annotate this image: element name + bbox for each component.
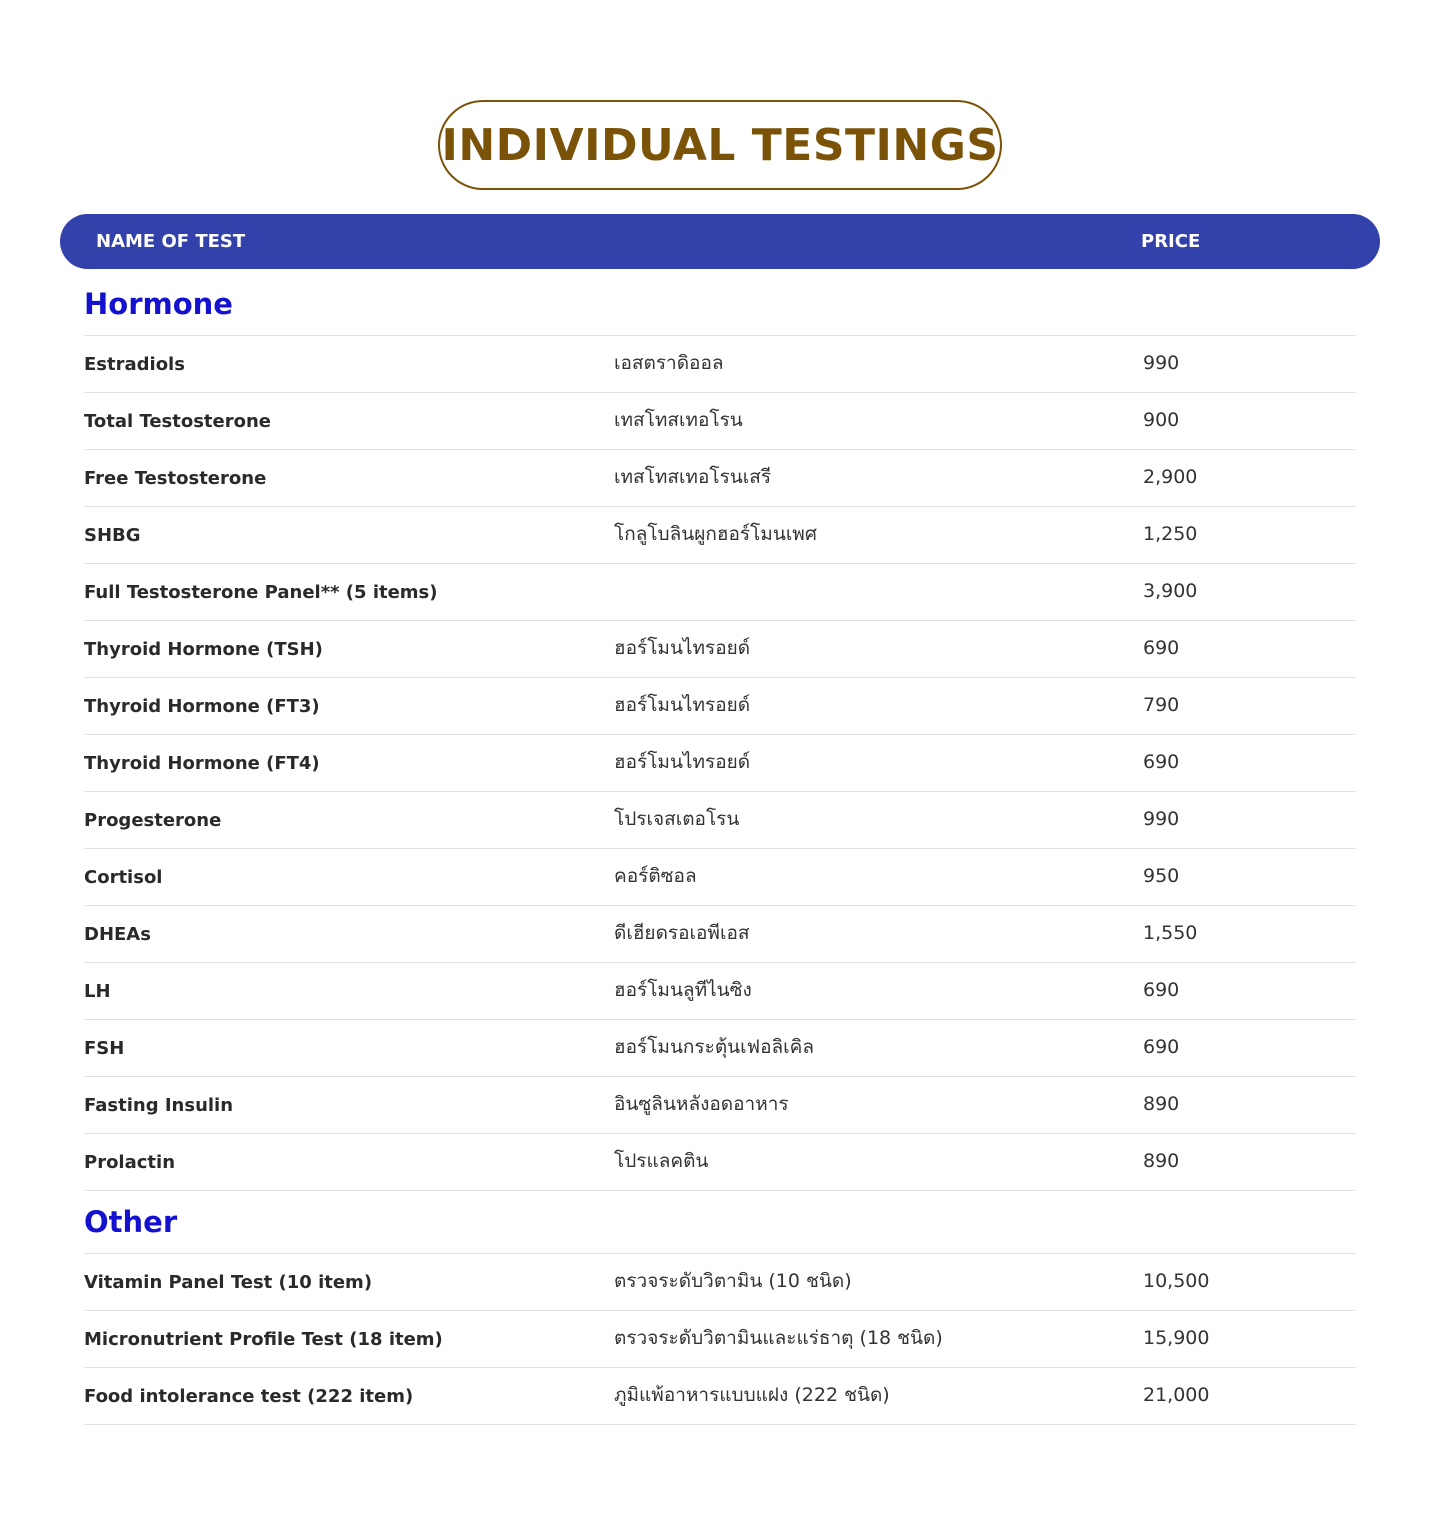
title-wrap (0, 100, 1440, 190)
section-hormone (84, 272, 1356, 1191)
table-row (84, 1254, 1356, 1311)
test-price: 790 (1143, 694, 1180, 716)
test-price: 890 (1143, 1093, 1180, 1115)
test-thai-name: โปรแลคติน (614, 1150, 709, 1172)
test-price: 950 (1143, 865, 1180, 887)
test-thai-name: เทสโทสเทอโรนเสรี (614, 466, 772, 488)
test-thai-name: ฮอร์โมนไทรอยด์ (614, 637, 751, 659)
table-row (84, 564, 1356, 621)
test-thai-name: ดีเฮียดรอเอพีเอส (614, 922, 750, 944)
test-name: Thyroid Hormone (TSH) (84, 639, 323, 660)
test-price: 690 (1143, 1036, 1180, 1058)
section-other (84, 1190, 1356, 1425)
table-row (84, 1311, 1356, 1368)
table-row (84, 1368, 1356, 1425)
test-name: Full Testosterone Panel** (5 items) (84, 582, 438, 603)
test-thai-name: โกลูโบลินผูกฮอร์โมนเพศ (614, 523, 817, 545)
table-row (84, 1020, 1356, 1077)
test-name: Progesterone (84, 810, 222, 831)
test-price: 15,900 (1143, 1327, 1210, 1349)
test-name: Estradiols (84, 354, 185, 375)
table-row (84, 849, 1356, 906)
test-price: 990 (1143, 352, 1180, 374)
test-thai-name: ฮอร์โมนลูทีไนซิง (614, 979, 752, 1001)
test-name: Free Testosterone (84, 468, 267, 489)
test-thai-name: เทสโทสเทอโรน (614, 409, 743, 431)
table-row (84, 906, 1356, 963)
test-thai-name: ฮอร์โมนไทรอยด์ (614, 751, 751, 773)
test-price: 690 (1143, 979, 1180, 1001)
test-thai-name: ตรวจระดับวิตามินและแร่ธาตุ (18 ชนิด) (614, 1327, 943, 1349)
table-row (84, 336, 1356, 393)
test-name: Micronutrient Profile Test (18 item) (84, 1329, 443, 1350)
test-name: Total Testosterone (84, 411, 272, 432)
table-row (84, 621, 1356, 678)
test-name: FSH (84, 1038, 125, 1059)
test-name: Cortisol (84, 867, 163, 888)
table-row (84, 735, 1356, 792)
table-header (60, 214, 1380, 269)
table-row (84, 963, 1356, 1020)
table-row (84, 393, 1356, 450)
test-price: 890 (1143, 1150, 1180, 1172)
test-thai-name: ฮอร์โมนกระตุ้นเฟอลิเคิล (614, 1036, 815, 1058)
section-title: Other (84, 1190, 1356, 1254)
page-title: INDIVIDUAL TESTINGS (438, 100, 1002, 190)
test-price: 690 (1143, 637, 1180, 659)
table-row (84, 792, 1356, 849)
header-price: PRICE (1141, 231, 1201, 252)
test-price: 900 (1143, 409, 1180, 431)
test-name: DHEAs (84, 924, 151, 945)
test-price: 10,500 (1143, 1270, 1210, 1292)
test-price: 1,250 (1143, 523, 1198, 545)
test-name: Fasting Insulin (84, 1095, 234, 1116)
test-name: SHBG (84, 525, 141, 546)
section-title: Hormone (84, 272, 1356, 336)
test-price: 2,900 (1143, 466, 1198, 488)
table-row (84, 507, 1356, 564)
table-row (84, 1077, 1356, 1134)
header-name-of-test: NAME OF TEST (96, 231, 246, 252)
test-name: Thyroid Hormone (FT4) (84, 753, 320, 774)
test-thai-name: คอร์ติซอล (614, 865, 697, 887)
table-row (84, 450, 1356, 507)
test-price: 3,900 (1143, 580, 1198, 602)
test-thai-name: เอสตราดิออล (614, 352, 724, 374)
test-name: Food intolerance test (222 item) (84, 1386, 414, 1407)
test-price: 21,000 (1143, 1384, 1210, 1406)
test-price: 990 (1143, 808, 1180, 830)
test-name: Thyroid Hormone (FT3) (84, 696, 320, 717)
table-row (84, 678, 1356, 735)
test-thai-name: ภูมิแพ้อาหารแบบแฝง (222 ชนิด) (614, 1384, 890, 1406)
test-name: LH (84, 981, 111, 1002)
test-thai-name: อินซูลินหลังอดอาหาร (614, 1093, 789, 1115)
test-thai-name: ตรวจระดับวิตามิน (10 ชนิด) (614, 1270, 852, 1292)
test-name: Vitamin Panel Test (10 item) (84, 1272, 373, 1293)
test-price: 1,550 (1143, 922, 1198, 944)
test-thai-name: โปรเจสเตอโรน (614, 808, 740, 830)
table-row (84, 1134, 1356, 1191)
test-name: Prolactin (84, 1152, 176, 1173)
test-thai-name: ฮอร์โมนไทรอยด์ (614, 694, 751, 716)
test-price: 690 (1143, 751, 1180, 773)
